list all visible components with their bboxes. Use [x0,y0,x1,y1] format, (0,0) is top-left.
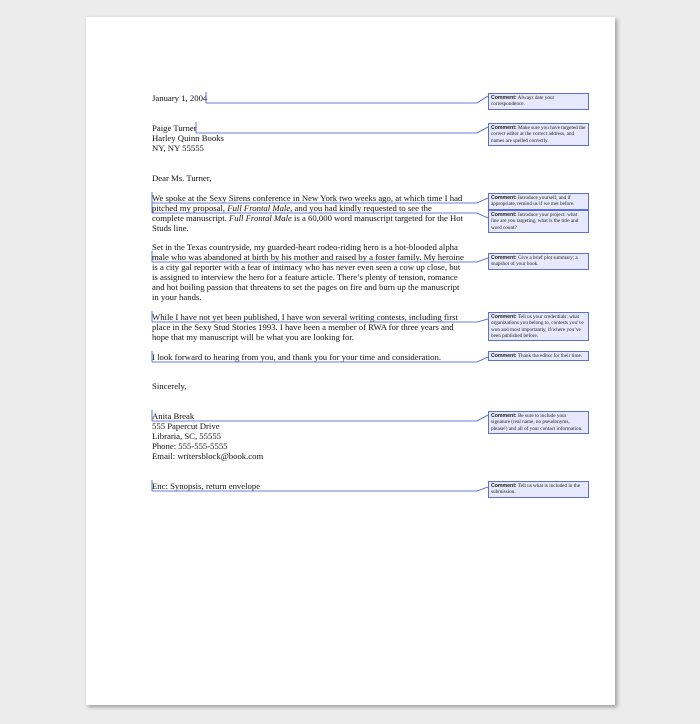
salutation: Dear Ms. Turner, [152,173,212,183]
book-title: Full Frontal Male [228,213,292,223]
signature-address: 555 Papercut Drive [152,421,220,431]
p3-line: While I have not yet been published, I have won several writing contests, including first [152,312,458,322]
p2-line: is a city gal reporter with a fear of intimacy who has never even seen a cow up close, but [152,262,461,272]
recipient-address: NY, NY 55555 [152,143,204,153]
p3-line: place in the Sexy Stud Stories 1993. I have been a member of RWA for three years and [152,322,454,332]
enclosure-line: Enc: Synopsis, return envelope [152,481,261,491]
comment-balloon[interactable]: Comment: Tell us what is included in the submission. [488,481,589,498]
comment-balloon[interactable]: Comment: Be sure to include your signature (real name, no pseudonyms, please!) and all of your contact information. [488,411,589,434]
recipient-company: Harley Quinn Books [152,133,224,143]
comment-balloon[interactable]: Comment: Introduce your project: what line are you targeting, what is the title and word count? [488,210,589,233]
book-title: Full Frontal Male, [227,203,293,213]
comment-balloon[interactable]: Comment: Give a brief plot summary; a snapshot of your book. [488,253,589,270]
comment-balloon[interactable]: Comment: Always date your correspondence. [488,93,589,110]
comment-balloon[interactable]: Comment: Make sure you have targeted the correct editor at the correct address, and names are spelled correctly. [488,123,589,146]
comment-balloon[interactable]: Comment: Introduce yourself, and if appropriate, remind us if we met before. [488,193,589,210]
p4-line: I look forward to hearing from you, and thank you for your time and consideration. [152,352,442,362]
signature-city: Libraria, SC, 55555 [152,431,222,441]
p1-line: Studs line. [152,223,189,233]
letter-date: January 1, 2004 [152,93,208,103]
p2-line: is assigned to interview the hero for a feature article. There’s plenty of tension, romance [152,272,458,282]
signature-phone: Phone: 555-555-5555 [152,441,228,451]
p2-line: and hot boiling passion that threatens to set the pages on fire and burn up the manuscript [152,282,460,292]
p1-line: We spoke at the Sexy Sirens conference in New York two weeks ago, at which time I had [152,193,463,203]
comment-balloon[interactable]: Comment: Tell us your credentials: what organizations you belong to, contests you’ve won and most importantly, if/where you’ve been published before. [488,312,589,341]
p3-line: hope that my manuscript will be what you are looking for. [152,332,354,342]
p1-line: complete manuscript. Full Frontal Male is a 60,000 word manuscript targeted for the Hot [152,213,464,223]
signature-email: Email: writersblock@book.com [152,451,264,461]
recipient-name: Paige Turner [152,123,197,133]
comment-balloon[interactable]: Comment: Thank the editor for their time. [488,351,589,361]
closing: Sincerely, [152,381,187,391]
p2-line: in your hands. [152,292,202,302]
p2-line: male who was abandoned at birth by his mother and raised by a foster family. My heroine [152,252,464,262]
signature-name: Anita Break [152,411,195,421]
p2-line: Set in the Texas countryside, my guarded-heart rodeo-riding hero is a hot-blooded alpha [152,242,458,252]
p1-line: pitched my proposal, Full Frontal Male, and you had kindly requested to see the [152,203,432,213]
